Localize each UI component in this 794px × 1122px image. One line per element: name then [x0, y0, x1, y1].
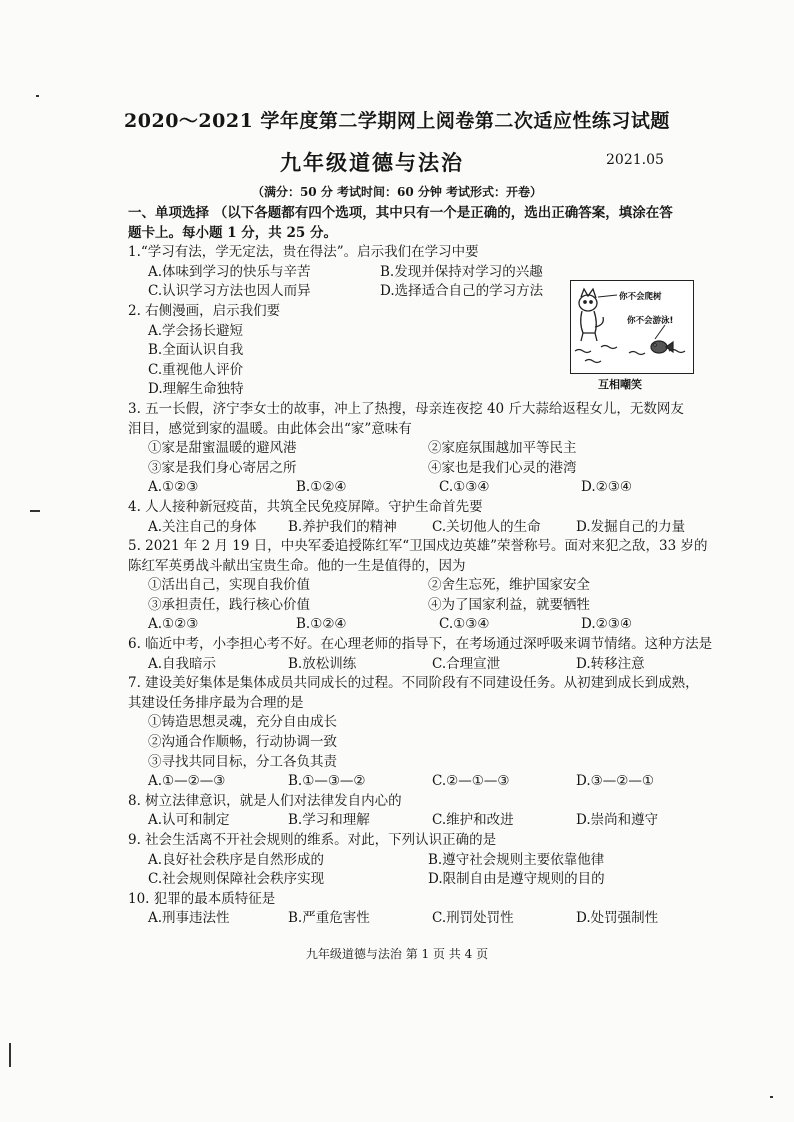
scan-speck	[770, 1096, 773, 1098]
q6-option-d: D.转移注意	[576, 655, 645, 672]
q9-option-d: D.限制自由是遵守规则的目的	[428, 871, 605, 888]
q2-option-c: C.重视他人评价	[148, 361, 244, 378]
q3-statement-4: ④家也是我们心灵的港湾	[428, 459, 577, 476]
exam-date: 2021.05	[606, 152, 664, 168]
q7-option-b: B.①—③—②	[288, 773, 366, 790]
q7-stem-cont: 其建设任务排序最为合理的是	[128, 694, 304, 711]
q7-options	[128, 772, 694, 792]
q3-statement-1: ①家是甜蜜温暖的避风港	[148, 440, 297, 457]
q6-option-b: B.放松训练	[288, 655, 357, 672]
q6-option-c: C.合理宣泄	[432, 655, 501, 672]
q5-statement-4: ④为了国家利益，就要牺牲	[428, 596, 590, 613]
q6-options	[128, 655, 694, 675]
q10-option-d: D.处罚强制性	[576, 910, 659, 927]
q3-option-d: D.②③④	[581, 479, 632, 496]
q1-option-c: C.认识学习方法也因人而异	[148, 283, 311, 300]
q9-option-b: B.遵守社会规则主要依靠他律	[428, 851, 605, 868]
q5-option-a: A.①②③	[148, 616, 199, 633]
q8-option-b: B.学习和理解	[288, 812, 370, 829]
q9-option-c: C.社会规则保障社会秩序实现	[148, 871, 325, 888]
q5-option-d: D.②③④	[581, 616, 632, 633]
q3-stem: 3. 五一长假，济宁李女士的故事，冲上了热搜，母亲连夜挖 40 斤大蒜给返程女儿，无数网友	[128, 400, 684, 417]
q5-options	[128, 615, 694, 635]
q2-option-b: B.全面认识自我	[148, 342, 244, 359]
q8-option-c: C.维护和改进	[432, 812, 514, 829]
q5-statement-1: ①活出自己，实现自我价值	[148, 577, 310, 594]
q1-stem: 1.“学习有法，学无定法，贵在得法”。启示我们在学习中要	[128, 244, 479, 261]
q6-stem: 6. 临近中考，小李担心考不好。在心理老师的指导下，在考场通过深呼吸来调节情绪。这种方法是	[128, 636, 713, 653]
bubble-text-1: 你不会爬树	[619, 292, 662, 302]
q3-option-a: A.①②③	[148, 479, 199, 496]
q8-stem: 8. 树立法律意识，就是人们对法律发自内心的	[128, 792, 402, 809]
cartoon-caption: 互相嘲笑	[598, 378, 642, 391]
q2-stem: 2. 右侧漫画，启示我们要	[128, 302, 281, 319]
q5-option-c: C.①③④	[439, 616, 490, 633]
bubble-text-2: 你不会游泳!	[627, 316, 674, 326]
scan-speck	[30, 510, 40, 512]
q10-options	[128, 909, 694, 929]
q3-statements-row1	[128, 439, 694, 459]
mocking-cartoon	[570, 280, 694, 374]
q3-statement-3: ③家是我们身心寄居之所	[148, 459, 297, 476]
q9-stem: 9. 社会生活离不开社会规则的维系。对此，下列认识正确的是	[128, 832, 497, 848]
q10-option-b: B.严重危害性	[288, 910, 370, 927]
q7-option-a: A.①—②—③	[148, 773, 226, 790]
q4-options	[128, 518, 694, 538]
q5-statement-2: ②舍生忘死，维护国家安全	[428, 577, 590, 594]
q7-statement-3: ③寻找共同目标，分工各负其责	[148, 753, 337, 770]
q7-statement-2: ②沟通合作顺畅，行动协调一致	[148, 734, 337, 751]
q6-option-a: A.自我暗示	[148, 655, 217, 672]
q3-option-b: B.①②④	[296, 479, 347, 496]
exam-subject: 九年级道德与法治	[280, 150, 464, 175]
q7-option-d: D.③—②—①	[576, 773, 654, 790]
q4-option-b: B.养护我们的精神	[288, 518, 397, 535]
q10-option-c: C.刑罚处罚性	[432, 910, 514, 927]
q7-stem: 7. 建设美好集体是集体成员共同成长的过程。不同阶段有不同建设任务。从初建到成长到成熟，	[128, 675, 699, 692]
q4-option-c: C.关切他人的生命	[432, 518, 541, 535]
q10-option-a: A.刑事违法性	[148, 910, 230, 927]
q4-option-d: D.发掘自己的力量	[576, 518, 686, 535]
q5-statements-row2	[128, 596, 694, 616]
q5-statements-row1	[128, 576, 694, 596]
q4-stem: 4. 人人接种新冠疫苗，共筑全民免疫屏障。守护生命首先要	[128, 498, 483, 515]
section-heading-cont: 题卡上。每小题 1 分，共 25 分。	[128, 224, 337, 241]
q3-option-c: C.①③④	[439, 479, 490, 496]
q5-stem-cont: 陈红军英勇战斗献出宝贵生命。他的一生是值得的，因为	[128, 557, 466, 574]
q1-option-b: B.发现并保持对学习的兴趣	[380, 263, 543, 280]
section-heading: 一、单项选择 （以下各题都有四个选项，其中只有一个是正确的，选出正确答案，填涂在答	[128, 205, 673, 221]
scan-speck	[36, 95, 39, 97]
q5-option-b: B.①②④	[296, 616, 347, 633]
page-footer: 九年级道德与法治 第 1 页 共 4 页	[305, 947, 489, 961]
q5-statement-3: ③承担责任，践行核心价值	[148, 596, 310, 613]
q4-option-a: A.关注自己的身体	[148, 518, 257, 535]
q3-statement-2: ②家庭氛围越加平等民主	[428, 440, 577, 457]
scan-edge-mark	[9, 1043, 11, 1067]
q9-options-row1	[128, 851, 694, 871]
exam-meta: （满分：50 分 考试时间：60 分钟 考试形式：开卷）	[251, 185, 543, 199]
q8-options	[128, 811, 694, 831]
q1-option-a: A.体味到学习的快乐与辛苦	[148, 263, 311, 280]
q9-options-row2	[128, 870, 694, 890]
q2-option-d: D.理解生命独特	[148, 381, 244, 398]
q7-statement-1: ①铸造思想灵魂，充分自由成长	[148, 714, 337, 731]
q5-stem: 5. 2021 年 2 月 19 日，中央军委追授陈红军“卫国戍边英雄”荣誉称号。面对来犯之敌，33 岁的	[128, 538, 708, 555]
q3-statements-row2	[128, 459, 694, 479]
q3-stem-cont: 泪目，感觉到家的温暖。由此体会出“家”意味有	[128, 420, 412, 437]
q7-option-c: C.②—①—③	[432, 773, 510, 790]
q9-option-a: A.良好社会秩序是自然形成的	[148, 851, 325, 868]
q10-stem: 10. 犯罪的最本质特征是	[128, 890, 276, 907]
q3-options	[128, 478, 694, 498]
q1-option-d: D.选择适合自己的学习方法	[380, 283, 544, 300]
q8-option-d: D.崇尚和遵守	[576, 812, 659, 829]
q2-option-a: A.学会扬长避短	[148, 322, 244, 339]
cartoon-drawing	[571, 281, 693, 373]
q8-option-a: A.认可和制定	[148, 812, 230, 829]
exam-title: 2020～2021 学年度第二学期网上阅卷第二次适应性练习试题	[124, 110, 670, 132]
